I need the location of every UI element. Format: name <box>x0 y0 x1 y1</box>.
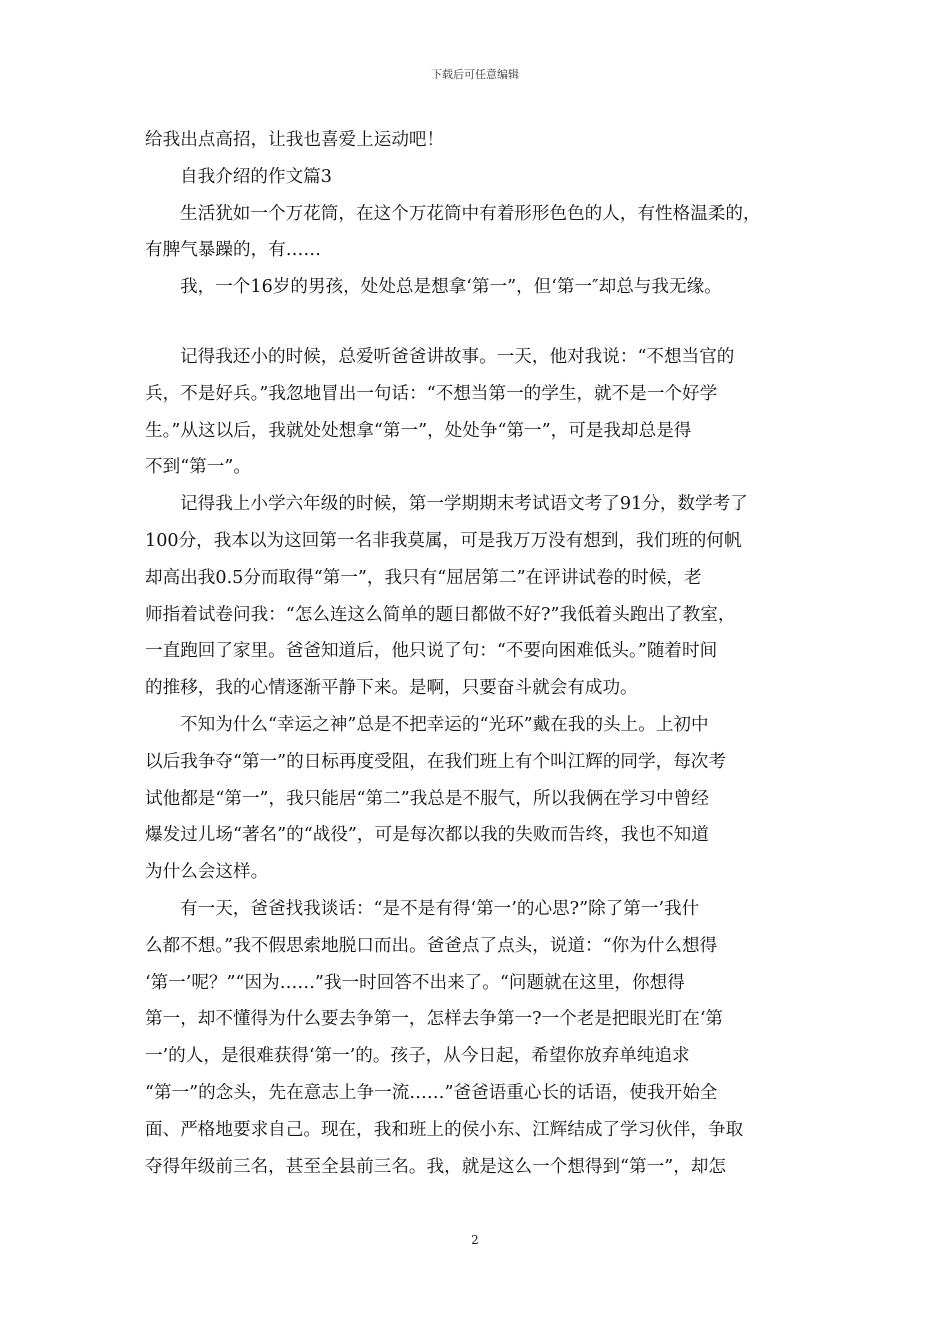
paragraph-spacer <box>145 306 810 339</box>
paragraph <box>145 269 810 306</box>
text-line: 试他都是“第一”，我只能居“第二”我总是不服气，所以我俩在学习中曾经 <box>145 788 709 809</box>
text-line: 爆发过儿场“著名”的“战役”，可是每次都以我的失败而告终，我也不知道 <box>145 825 709 846</box>
essay-title <box>145 159 810 196</box>
page-number: 2 <box>471 1233 479 1247</box>
paragraph <box>145 891 810 1185</box>
text-line: 师指着试卷问我：“怎么连这么简单的题日都做不好?”我低着头跑出了教室， <box>145 604 736 625</box>
text-line: 一直跑回了家里。爸爸知道后，他只说了句：“不要向困难低头。”随着时间 <box>145 641 718 662</box>
text-line: 却高出我0.5分而取得“第一”，我只有“屈居第二”在评讲试卷的时候，老 <box>145 567 702 588</box>
text-line: 我，一个16岁的男孩，处处总是想拿‘第一”，但‘第一″却总与我无缘。 <box>180 277 722 298</box>
text-line: “第一”的念头，先在意志上争一流……”爸爸语重心长的话语，使我开始全 <box>145 1082 718 1103</box>
text-line: 生。”从这以后，我就处处想拿“第一”，处处争“第一”，可是我却总是得 <box>145 420 692 441</box>
text-line: 给我出点高招，让我也喜爱上运动吧！ <box>145 130 445 150</box>
text-line: 自我介绍的作文篇3 <box>180 166 332 187</box>
paragraph <box>145 707 810 891</box>
text-line: 以后我争夺“第一”的日标再度受阻，在我们班上有个叫江辉的同学，每次考 <box>145 751 726 772</box>
text-line: 么都不想。”我不假思索地脱口而出。爸爸点了点头，说道：“你为什么想得 <box>145 935 718 956</box>
text-line: ‘第一’呢？”“因为……”我一时回答不出来了。“问题就在这里，你想得 <box>145 972 685 993</box>
text-line: 一’的人，是很难获得‘第一’的。孩子，从今日起，希望你放弃单纯追求 <box>145 1046 690 1067</box>
text-line: 生活犹如一个万花筒，在这个万花筒中有着形形色色的人，有性格温柔的， <box>180 203 761 224</box>
text-line: 面、严格地要求自己。现在，我和班上的侯小东、江辉结成了学习伙伴，争取 <box>145 1119 744 1140</box>
page-header: 下载后可任意编辑 <box>431 68 519 81</box>
text-line: 记得我还小的时候，总爱听爸爸讲故事。一天，他对我说：“不想当官的 <box>180 346 735 367</box>
text-line: 100分，我本以为这回第一名非我莫属，可是我万万没有想到，我们班的何帆 <box>145 530 742 551</box>
text-line: 为什么会这样。 <box>145 862 269 883</box>
paragraph <box>145 486 810 707</box>
text-line: 兵，不是好兵。”我忽地冒出一句话：“不想当第一的学生，就不是一个好学 <box>145 383 718 404</box>
text-line: 夺得年级前三名，甚至全县前三名。我，就是这么一个想得到“第一”，却怎 <box>145 1156 726 1177</box>
text-line: 不到“第一”。 <box>145 457 251 478</box>
text-line: 记得我上小学六年级的时候，第一学期期末考试语文考了91分，数学考了 <box>180 494 748 515</box>
text-line: 第一，却不懂得为什么要去争第一，怎样去争第一?一个老是把眼光盯在‘第 <box>145 1009 724 1030</box>
paragraph <box>145 196 810 270</box>
text-line: 有脾气暴躁的，有…… <box>145 240 321 261</box>
paragraph <box>145 122 810 159</box>
paragraph <box>145 339 810 486</box>
text-line: 有一天，爸爸找我谈话：“是不是有得‘第一’的心思?”除了第一’我什 <box>180 898 700 919</box>
document-body <box>145 122 810 1185</box>
text-line: 不知为什么“幸运之神”总是不把幸运的“光环”戴在我的头上。上初中 <box>180 714 709 735</box>
text-line: 的推移，我的心情逐渐平静下来。是啊，只要奋斗就会有成功。 <box>145 678 638 699</box>
